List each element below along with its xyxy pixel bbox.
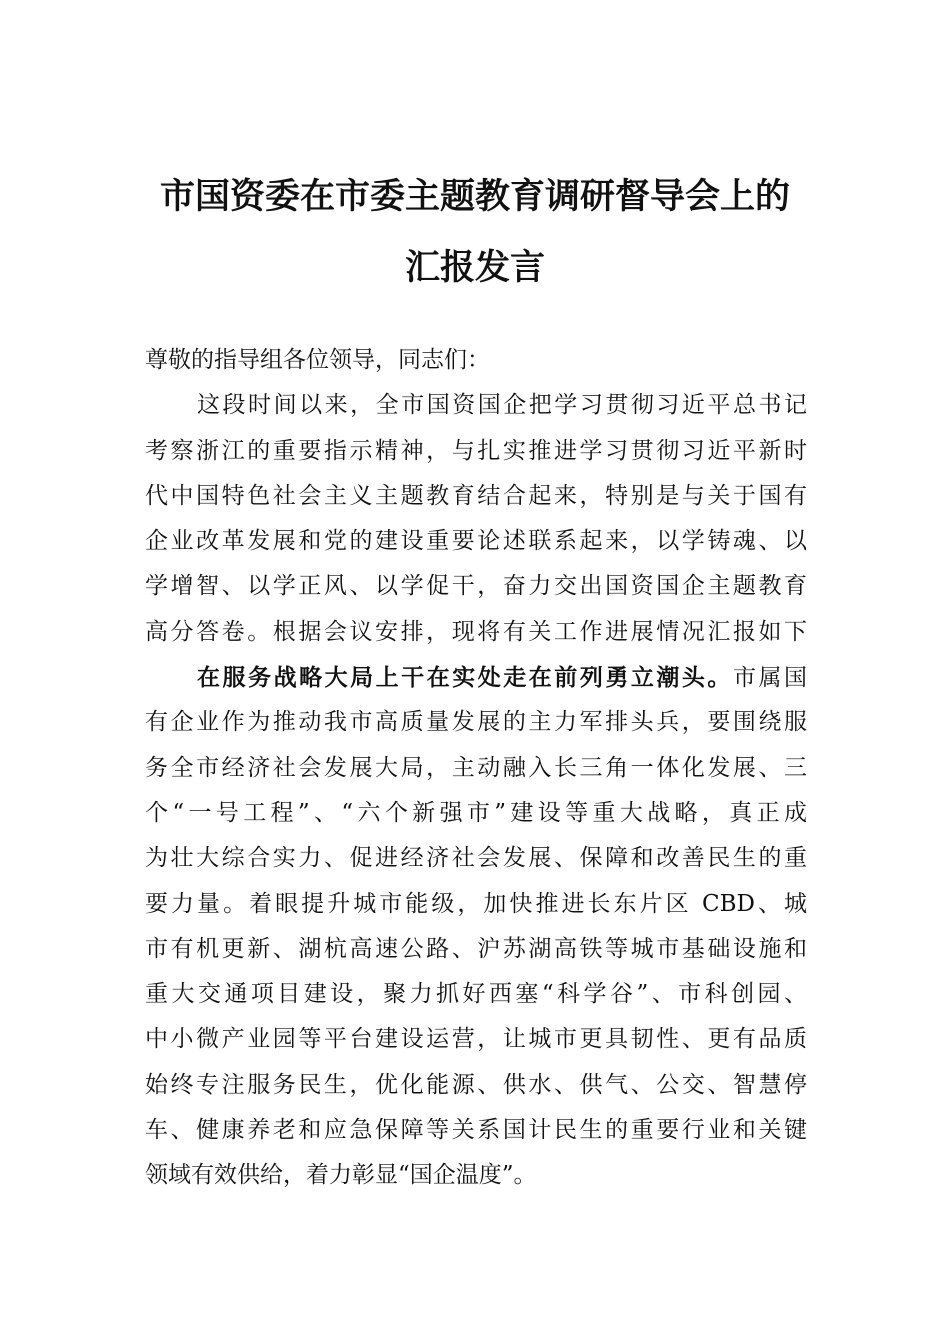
paragraph-2-line: 中小微产业园等平台建设运营，让城市更具韧性、更有品质 (145, 1026, 807, 1053)
paragraph-1-line: 代中国特色社会主义主题教育结合起来，特别是与关于国有 (145, 482, 807, 509)
paragraph-2-first-rest: 市属国 (732, 665, 807, 692)
paragraph-2-heading: 在服务战略大局上干在实处走在前列勇立潮头。 (197, 664, 733, 692)
paragraph-2-line: 为壮大综合实力、促进经济社会发展、保障和改善民生的重 (145, 845, 807, 872)
paragraph-1-line: 这段时间以来，全市国资国企把学习贯彻习近平总书记 (197, 392, 807, 419)
paragraph-2-line: 始终专注服务民生，优化能源、供水、供气、公交、智慧停 (145, 1071, 807, 1098)
paragraph-2-line: 个“一号工程”、“六个新强市”建设等重大战略，真正成 (145, 799, 807, 826)
document-title-line-1: 市国资委在市委主题教育调研督导会上的 (159, 176, 790, 217)
document-title-line-2: 汇报发言 (404, 247, 545, 288)
paragraph-2-first-line (145, 655, 807, 700)
paragraph-1-line: 企业改革发展和党的建设重要论述联系起来，以学铸魂、以 (145, 528, 807, 555)
paragraph-2-line: 重大交通项目建设，聚力抓好西塞“科学谷”、市科创园、 (145, 981, 807, 1008)
paragraph-2-line: 有企业作为推动我市高质量发展的主力军排头兵，要围绕服 (145, 709, 807, 736)
paragraph-1-line: 学增智、以学正风、以学促干，奋力交出国资国企主题教育 (145, 573, 807, 600)
paragraph-1-line: 考察浙江的重要指示精神，与扎实推进学习贯彻习近平新时 (145, 437, 807, 464)
document-body (145, 338, 807, 1199)
paragraph-2-line: 要力量。着眼提升城市能级，加快推进长东片区 CBD、城 (145, 890, 807, 917)
paragraph-2-line: 务全市经济社会发展大局，主动融入长三角一体化发展、三 (145, 754, 807, 781)
paragraph-1-line: 高分答卷。根据会议安排，现将有关工作进展情况汇报如下 (145, 618, 807, 645)
paragraph-2-line: 市有机更新、湖杭高速公路、沪苏湖高铁等城市基础设施和 (145, 935, 807, 962)
paragraph-2-line: 领域有效供给，着力彰显“国企温度”。 (145, 1162, 537, 1189)
paragraph-2-line: 车、健康养老和应急保障等关系国计民生的重要行业和关键 (145, 1117, 807, 1144)
salutation: 尊敬的指导组各位领导，同志们： (145, 347, 490, 373)
